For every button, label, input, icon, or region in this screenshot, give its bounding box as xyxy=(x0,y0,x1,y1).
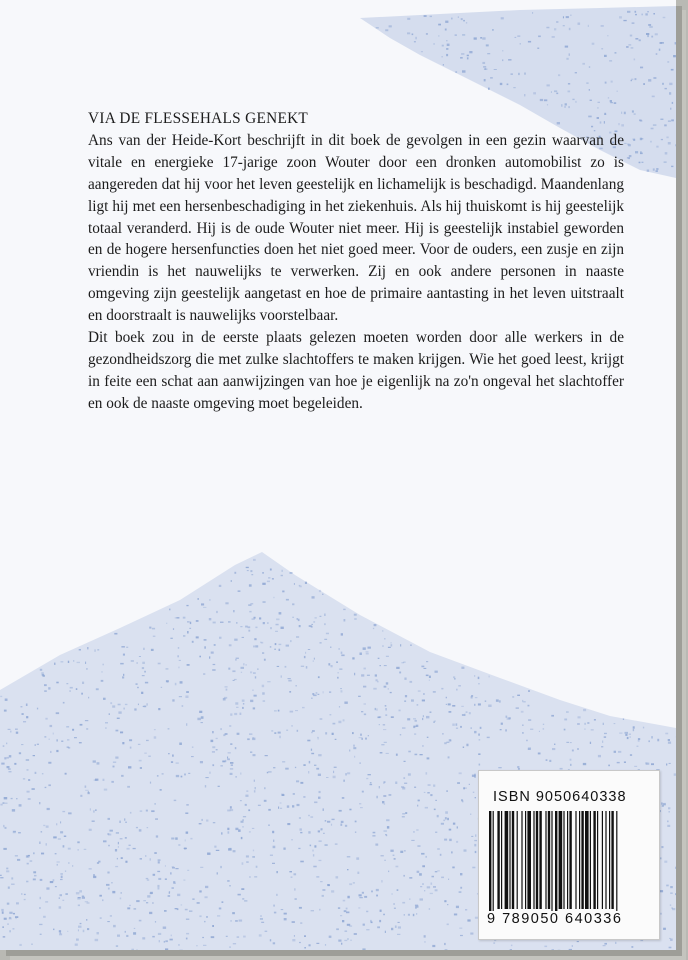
barcode-bar xyxy=(505,811,509,909)
barcode-bar xyxy=(611,811,613,909)
book-title: VIA DE FLESSEHALS GENEKT xyxy=(88,110,309,127)
blurb-text-block xyxy=(88,108,624,415)
isbn-number: ISBN 9050640338 xyxy=(493,789,627,805)
barcode-bar xyxy=(616,811,617,915)
barcode-bar xyxy=(521,811,522,909)
barcode-bar xyxy=(569,811,571,909)
barcode-bar xyxy=(497,811,499,909)
barcode-bar xyxy=(597,811,598,909)
barcode-bar xyxy=(605,811,606,909)
barcode-bar xyxy=(579,811,580,909)
barcode-bar xyxy=(548,811,550,909)
barcode-bar xyxy=(501,811,502,909)
barcode-bar xyxy=(536,811,538,909)
barcode-bar xyxy=(567,811,568,909)
barcode-bar xyxy=(539,811,541,909)
barcode-bar xyxy=(545,811,546,909)
barcode-bar xyxy=(533,811,534,909)
barcode-bar xyxy=(609,811,610,909)
barcode-bar xyxy=(493,811,494,915)
barcode-bar xyxy=(593,811,595,909)
barcode-bar xyxy=(575,811,576,909)
barcode-bar xyxy=(512,811,514,909)
barcode-bar xyxy=(489,811,491,915)
barcode-bar xyxy=(590,811,591,909)
barcode-bar xyxy=(517,811,518,909)
barcode-bar xyxy=(585,811,589,909)
barcode-bar xyxy=(509,811,510,909)
barcode-bar xyxy=(559,811,563,909)
barcode-bar xyxy=(551,811,552,915)
barcode-digits: 9 789050 640336 xyxy=(487,911,657,927)
barcode-bar xyxy=(555,811,557,915)
barcode-bar xyxy=(527,811,531,909)
blurb-paragraph-1: Ans van der Heide-Kort beschrijft in dit boek de gevolgen in een gezin waarvan de vitale en energieke 17-jarige zoon Wouter door een dronken automobilist zo is aangereden dat hij voor het leven geestelijk en lichamelijk is beschadigd. Maandenlang ligt hij met een hersenbeschadiging in het ziekenhuis. Als hij thuiskomt is hij geestelijk totaal veranderd. Hij is de oude Wouter niet meer. Hij is geestelijk instabiel geworden en de hogere hersenfuncties doen het niet goed meer. Voor de ouders, een zusje en zijn vriendin is het nauwelijks te verwerken. Zij en ook andere personen in naaste omgeving zijn geestelijk aangetast en hoe de primaire aantasting in het leven uitstraalt en doorstraalt is nauwelijks voorstelbaar. xyxy=(88,131,624,325)
barcode-bar xyxy=(563,811,564,909)
barcode-bar xyxy=(525,811,526,909)
isbn-sticker xyxy=(478,770,660,940)
barcode-bar xyxy=(581,811,583,909)
blurb-paragraph-2: Dit boek zou in de eerste plaats gelezen moeten worden door alle werkers in de gezondheidszorg die met zulke slachtoffers te maken krijgen. Wie het goed leest, krijgt in feite een schat aan aanwijzingen van hoe je eigenlijk na zo'n ongeval het slachtoffer en ook de naaste omgeving moet begeleiden. xyxy=(88,329,624,412)
barcode-bar xyxy=(602,811,603,909)
